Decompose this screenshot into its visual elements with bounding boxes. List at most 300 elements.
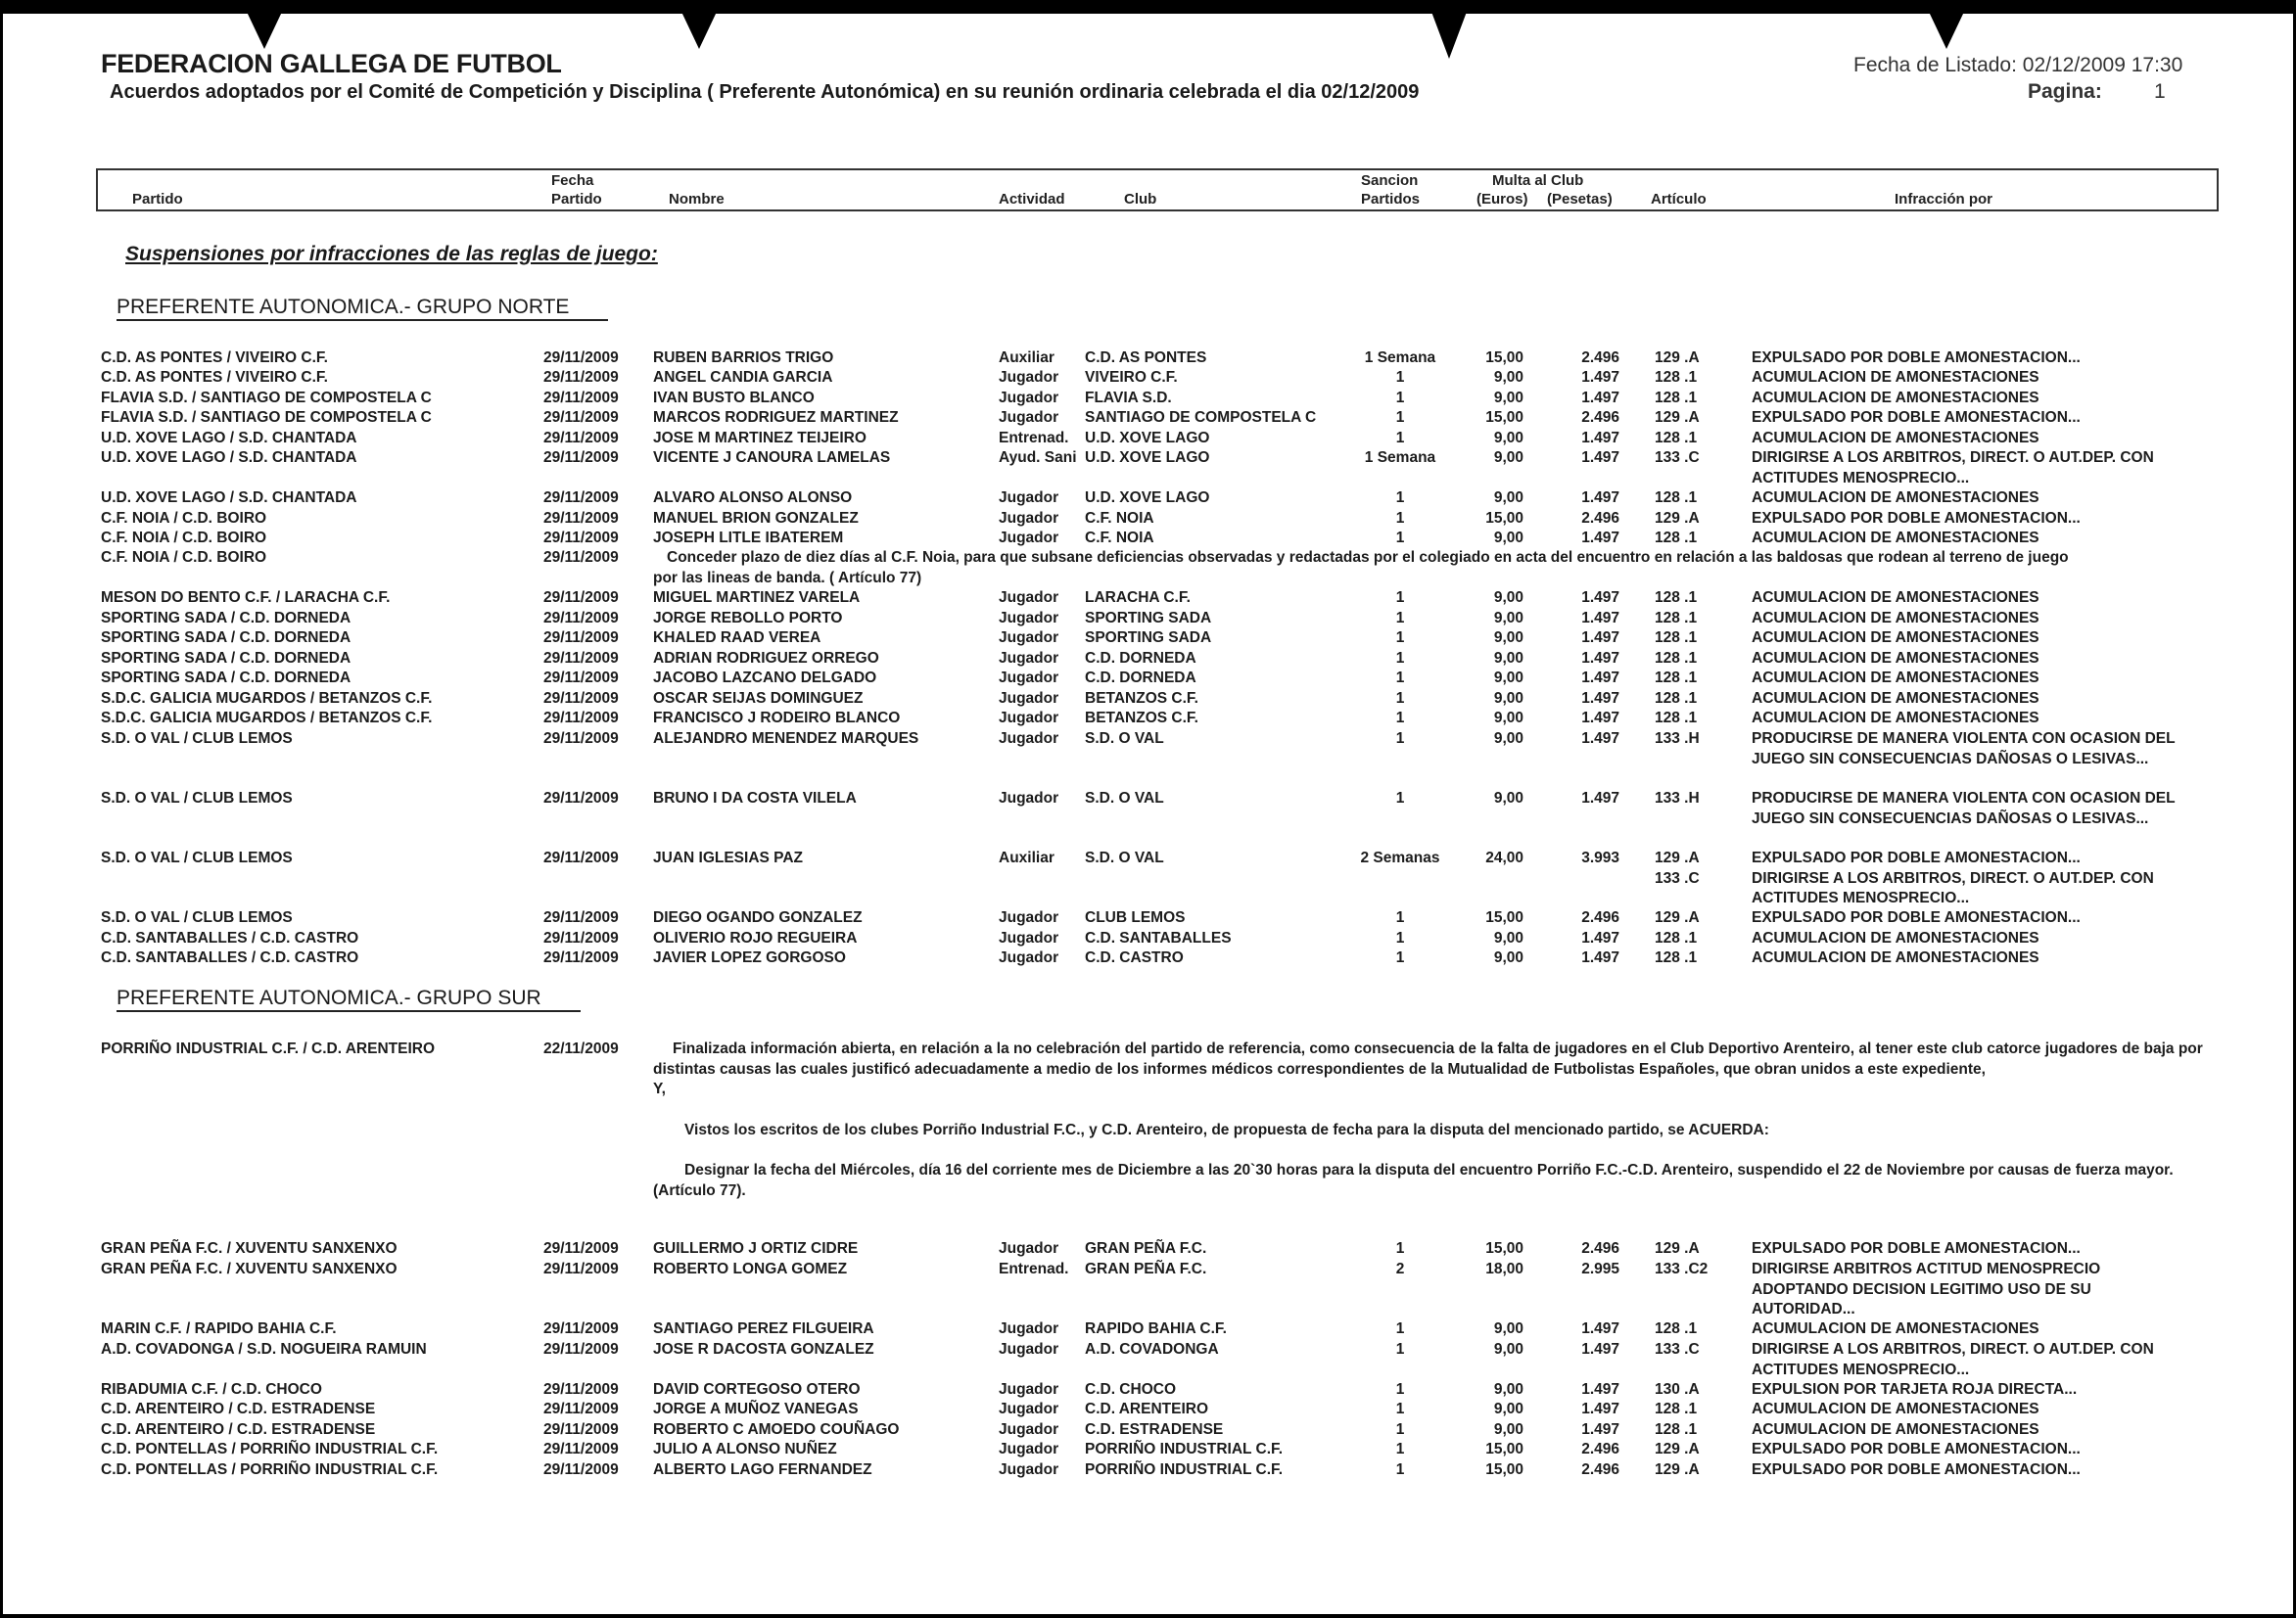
cell-sancion: 1 Semana [1364, 349, 1436, 366]
cell-infraccion: DIRIGIRSE A LOS ARBITROS, DIRECT. O AUT.DEP. CON [1752, 869, 2154, 887]
cell-infraccion: ACUMULACION DE AMONESTACIONES [1752, 589, 2039, 606]
cell-pesetas: 1.497 [1581, 530, 1619, 546]
cell-fecha: 29/11/2009 [543, 790, 619, 807]
cell-infraccion: ADOPTANDO DECISION LEGITIMO USO DE SU [1752, 1280, 2091, 1298]
page-label: Pagina: [2028, 80, 2102, 103]
col-euros: (Euros) [1476, 191, 1528, 208]
cell-infraccion: ACUMULACION DE AMONESTACIONES [1752, 629, 2039, 646]
table-row [0, 1260, 2296, 1318]
cell-articulo: 129 .A [1655, 349, 1700, 366]
note-sur-p1: Finalizada información abierta, en relación a la no celebración del partido de referencia, como consecuencia de la falta de jugadores en el Club Deportivo Arenteiro, al tener este club catorce jugadores de baja por distintas causas las cuales justificó adecuadamente a medio de los informes médicos correspondientes de la Mutualidad de Futbolistas Españoles, que obran unidos a este expediente, [653, 1040, 2203, 1078]
cell-partido: SPORTING SADA / C.D. DORNEDA [101, 629, 351, 646]
table-row [0, 669, 2296, 688]
cell-club: C.F. NOIA [1085, 510, 1154, 527]
cell-sancion: 1 [1395, 690, 1405, 707]
cell-infraccion: ACTITUDES MENOSPRECIO... [1752, 890, 1970, 906]
cell-partido: C.F. NOIA / C.D. BOIRO [101, 510, 267, 527]
cell-euros: 9,00 [1493, 629, 1523, 646]
table-row [0, 368, 2296, 388]
cell-actividad: Jugador [999, 610, 1059, 626]
cell-actividad: Jugador [999, 790, 1059, 807]
cell-euros: 9,00 [1493, 530, 1523, 546]
cell-fecha: 29/11/2009 [543, 650, 619, 667]
cell-nombre: JAVIER LOPEZ GORGOSO [653, 949, 846, 966]
cell-pesetas: 1.497 [1581, 1381, 1619, 1398]
cell-infraccion: ACTITUDES MENOSPRECIO... [1752, 469, 1970, 486]
cell-sancion: 1 [1395, 1421, 1405, 1438]
cell-sancion: 1 [1395, 909, 1405, 926]
col-partido: Partido [132, 191, 183, 208]
cell-club: U.D. XOVE LAGO [1085, 430, 1210, 446]
cell-sancion: 2 Semanas [1360, 850, 1440, 866]
cell-infraccion: ACUMULACION DE AMONESTACIONES [1752, 369, 2039, 386]
cell-sancion: 1 [1395, 730, 1405, 747]
cell-pesetas: 2.496 [1581, 1240, 1619, 1257]
col-pesetas: (Pesetas) [1547, 191, 1613, 208]
cell-euros: 9,00 [1493, 1401, 1523, 1417]
cell-sancion: 1 [1395, 1401, 1405, 1417]
cell-pesetas: 1.497 [1581, 610, 1619, 626]
cell-euros: 9,00 [1493, 790, 1523, 807]
note-partido: C.F. NOIA / C.D. BOIRO [101, 549, 267, 566]
cell-fecha: 29/11/2009 [543, 670, 619, 686]
cell-partido: MARIN C.F. / RAPIDO BAHIA C.F. [101, 1320, 337, 1337]
cell-pesetas: 1.497 [1581, 449, 1619, 466]
cell-actividad: Jugador [999, 1320, 1059, 1337]
scan-border-left [0, 0, 3, 1618]
cell-actividad: Jugador [999, 909, 1059, 926]
cell-articulo: 133 .H [1655, 790, 1700, 807]
cell-pesetas: 1.497 [1581, 629, 1619, 646]
cell-articulo: 128 .1 [1655, 1421, 1698, 1438]
cell-fecha: 29/11/2009 [543, 1261, 619, 1277]
page-number: 1 [2154, 80, 2166, 103]
cell-fecha: 29/11/2009 [543, 629, 619, 646]
cell-partido: C.D. AS PONTES / VIVEIRO C.F. [101, 369, 328, 386]
table-row [0, 849, 2296, 906]
cell-nombre: JORGE REBOLLO PORTO [653, 610, 843, 626]
cell-sancion: 1 [1395, 530, 1405, 546]
cell-partido: GRAN PEÑA F.C. / XUVENTU SANXENXO [101, 1240, 398, 1257]
cell-nombre: BRUNO I DA COSTA VILELA [653, 790, 857, 807]
cell-actividad: Jugador [999, 489, 1059, 506]
cell-infraccion: ACUMULACION DE AMONESTACIONES [1752, 1401, 2039, 1417]
table-row [0, 1380, 2296, 1400]
cell-partido: C.D. ARENTEIRO / C.D. ESTRADENSE [101, 1421, 376, 1438]
cell-club: FLAVIA S.D. [1085, 390, 1172, 406]
cell-actividad: Jugador [999, 730, 1059, 747]
cell-fecha: 29/11/2009 [543, 530, 619, 546]
cell-actividad: Jugador [999, 1421, 1059, 1438]
cell-nombre: JOSE M MARTINEZ TEIJEIRO [653, 430, 867, 446]
cell-partido: SPORTING SADA / C.D. DORNEDA [101, 650, 351, 667]
cell-fecha: 29/11/2009 [543, 850, 619, 866]
cell-fecha: 29/11/2009 [543, 909, 619, 926]
cell-pesetas: 2.496 [1581, 510, 1619, 527]
cell-euros: 9,00 [1493, 670, 1523, 686]
table-row [0, 509, 2296, 529]
cell-pesetas: 1.497 [1581, 710, 1619, 726]
cell-actividad: Jugador [999, 409, 1059, 426]
cell-pesetas: 1.497 [1581, 1401, 1619, 1417]
cell-nombre: SANTIAGO PEREZ FILGUEIRA [653, 1320, 874, 1337]
cell-actividad: Jugador [999, 530, 1059, 546]
cell-sancion: 1 [1395, 369, 1405, 386]
cell-euros: 9,00 [1493, 489, 1523, 506]
note-sur-p3: Vistos los escritos de los clubes Porriño Industrial F.C., y C.D. Arenteiro, de propuesta de fecha para la disputa del mencionado partido, se ACUERDA: [684, 1121, 1769, 1138]
cell-fecha: 29/11/2009 [543, 610, 619, 626]
cell-sancion: 1 [1395, 390, 1405, 406]
cell-sancion: 1 [1395, 949, 1405, 966]
cell-articulo: 128 .1 [1655, 930, 1698, 947]
cell-pesetas: 1.497 [1581, 650, 1619, 667]
cell-sancion: 1 [1395, 1320, 1405, 1337]
cell-euros: 9,00 [1493, 369, 1523, 386]
cell-club: C.D. AS PONTES [1085, 349, 1207, 366]
scan-notch [1431, 12, 1467, 59]
cell-club: PORRIÑO INDUSTRIAL C.F. [1085, 1461, 1284, 1478]
col-nombre: Nombre [669, 191, 725, 208]
cell-partido: FLAVIA S.D. / SANTIAGO DE COMPOSTELA C [101, 390, 432, 406]
cell-fecha: 29/11/2009 [543, 1401, 619, 1417]
cell-pesetas: 1.497 [1581, 390, 1619, 406]
cell-euros: 9,00 [1493, 1421, 1523, 1438]
cell-sancion: 1 [1395, 790, 1405, 807]
col-infraccion: Infracción por [1895, 191, 1993, 208]
col-multa-top: Multa al Club [1492, 172, 1584, 189]
table-row [0, 429, 2296, 448]
cell-fecha: 29/11/2009 [543, 710, 619, 726]
cell-actividad: Jugador [999, 650, 1059, 667]
cell-euros: 18,00 [1485, 1261, 1523, 1277]
cell-infraccion: ACUMULACION DE AMONESTACIONES [1752, 1421, 2039, 1438]
cell-partido: S.D. O VAL / CLUB LEMOS [101, 790, 293, 807]
cell-articulo: 133 .H [1655, 730, 1700, 747]
cell-partido: C.D. AS PONTES / VIVEIRO C.F. [101, 349, 328, 366]
cell-club: C.D. ARENTEIRO [1085, 1401, 1209, 1417]
cell-actividad: Jugador [999, 710, 1059, 726]
cell-pesetas: 1.497 [1581, 949, 1619, 966]
listing-date: Fecha de Listado: 02/12/2009 17:30 [1853, 54, 2183, 76]
cell-articulo: 128 .1 [1655, 949, 1698, 966]
table-row [0, 488, 2296, 508]
cell-articulo: 133 .C [1655, 1341, 1700, 1358]
cell-sancion: 1 [1395, 1461, 1405, 1478]
cell-fecha: 29/11/2009 [543, 1461, 619, 1478]
cell-infraccion: AUTORIDAD... [1752, 1301, 1855, 1318]
cell-actividad: Jugador [999, 390, 1059, 406]
cell-infraccion: ACUMULACION DE AMONESTACIONES [1752, 710, 2039, 726]
scan-border-bottom [0, 1614, 2296, 1618]
cell-fecha: 29/11/2009 [543, 1441, 619, 1457]
cell-nombre: ROBERTO LONGA GOMEZ [653, 1261, 848, 1277]
note-noia-line2: por las lineas de banda. ( Artículo 77) [653, 569, 922, 586]
cell-euros: 9,00 [1493, 730, 1523, 747]
cell-sancion: 1 [1395, 610, 1405, 626]
cell-articulo: 129 .A [1655, 409, 1700, 426]
table-row [0, 408, 2296, 428]
cell-infraccion: ACTITUDES MENOSPRECIO... [1752, 1361, 1970, 1378]
cell-euros: 15,00 [1485, 1461, 1523, 1478]
cell-pesetas: 1.497 [1581, 589, 1619, 606]
note-noia-meta [0, 548, 2296, 568]
cell-club: S.D. O VAL [1085, 850, 1164, 866]
cell-articulo: 133 .C2 [1655, 1261, 1709, 1277]
cell-infraccion: PRODUCIRSE DE MANERA VIOLENTA CON OCASION DEL [1752, 730, 2176, 747]
cell-euros: 9,00 [1493, 690, 1523, 707]
note-noia-line1: Conceder plazo de diez días al C.F. Noia, para que subsane deficiencias observadas y redactadas por el colegiado en acta del encuentro en relación a las baldosas que rodean al terreno de juego [667, 549, 2069, 566]
cell-club: U.D. XOVE LAGO [1085, 449, 1210, 466]
cell-club: C.D. SANTABALLES [1085, 930, 1232, 947]
cell-partido: S.D. O VAL / CLUB LEMOS [101, 850, 293, 866]
cell-nombre: VICENTE J CANOURA LAMELAS [653, 449, 891, 466]
cell-pesetas: 1.497 [1581, 730, 1619, 747]
cell-club: LARACHA C.F. [1085, 589, 1191, 606]
cell-club: SANTIAGO DE COMPOSTELA C [1085, 409, 1317, 426]
cell-actividad: Jugador [999, 629, 1059, 646]
cell-club: SPORTING SADA [1085, 610, 1212, 626]
cell-pesetas: 1.497 [1581, 1320, 1619, 1337]
cell-infraccion: ACUMULACION DE AMONESTACIONES [1752, 530, 2039, 546]
cell-fecha: 29/11/2009 [543, 510, 619, 527]
table-row [0, 1460, 2296, 1480]
cell-club: SPORTING SADA [1085, 629, 1212, 646]
cell-articulo: 129 .A [1655, 510, 1700, 527]
cell-club: PORRIÑO INDUSTRIAL C.F. [1085, 1441, 1284, 1457]
cell-infraccion: JUEGO SIN CONSECUENCIAS DAÑOSAS O LESIVAS... [1752, 750, 2149, 767]
cell-pesetas: 1.497 [1581, 670, 1619, 686]
cell-nombre: JORGE A MUÑOZ VANEGAS [653, 1401, 859, 1417]
cell-sancion: 1 [1395, 1381, 1405, 1398]
cell-nombre: GUILLERMO J ORTIZ CIDRE [653, 1240, 859, 1257]
table-row [0, 1420, 2296, 1440]
cell-partido: C.D. PONTELLAS / PORRIÑO INDUSTRIAL C.F. [101, 1461, 439, 1478]
cell-partido: C.D. PONTELLAS / PORRIÑO INDUSTRIAL C.F. [101, 1441, 439, 1457]
cell-sancion: 1 [1395, 930, 1405, 947]
cell-pesetas: 2.496 [1581, 349, 1619, 366]
cell-fecha: 29/11/2009 [543, 430, 619, 446]
cell-sancion: 1 [1395, 670, 1405, 686]
cell-sancion: 1 [1395, 510, 1405, 527]
cell-partido: S.D. O VAL / CLUB LEMOS [101, 909, 293, 926]
cell-actividad: Jugador [999, 1401, 1059, 1417]
table-row [0, 389, 2296, 408]
cell-articulo: 129 .A [1655, 1441, 1700, 1457]
cell-sancion: 1 [1395, 409, 1405, 426]
cell-club: BETANZOS C.F. [1085, 710, 1198, 726]
cell-actividad: Jugador [999, 1240, 1059, 1257]
table-row [0, 908, 2296, 928]
cell-club: RAPIDO BAHIA C.F. [1085, 1320, 1227, 1337]
cell-club: GRAN PEÑA F.C. [1085, 1261, 1207, 1277]
cell-nombre: MANUEL BRION GONZALEZ [653, 510, 859, 527]
cell-sancion: 1 [1395, 489, 1405, 506]
col-fecha-bottom: Partido [551, 191, 602, 208]
cell-fecha: 29/11/2009 [543, 1320, 619, 1337]
table-row [0, 1340, 2296, 1378]
cell-nombre: ANGEL CANDIA GARCIA [653, 369, 833, 386]
cell-partido: U.D. XOVE LAGO / S.D. CHANTADA [101, 489, 357, 506]
cell-articulo: 128 .1 [1655, 589, 1698, 606]
cell-pesetas: 2.496 [1581, 1461, 1619, 1478]
cell-fecha: 29/11/2009 [543, 730, 619, 747]
cell-articulo: 128 .1 [1655, 390, 1698, 406]
cell-club: C.D. DORNEDA [1085, 650, 1196, 667]
cell-infraccion: ACUMULACION DE AMONESTACIONES [1752, 949, 2039, 966]
cell-fecha: 29/11/2009 [543, 409, 619, 426]
cell-partido: GRAN PEÑA F.C. / XUVENTU SANXENXO [101, 1261, 398, 1277]
note-sur-p2: Y, [653, 1081, 666, 1097]
col-articulo: Artículo [1651, 191, 1707, 208]
cell-actividad: Jugador [999, 589, 1059, 606]
cell-euros: 9,00 [1493, 650, 1523, 667]
cell-infraccion: EXPULSADO POR DOBLE AMONESTACION... [1752, 850, 2081, 866]
cell-pesetas: 3.993 [1581, 850, 1619, 866]
cell-pesetas: 1.497 [1581, 489, 1619, 506]
cell-pesetas: 2.496 [1581, 409, 1619, 426]
cell-club: S.D. O VAL [1085, 730, 1164, 747]
cell-nombre: MARCOS RODRIGUEZ MARTINEZ [653, 409, 899, 426]
cell-nombre: JOSE R DACOSTA GONZALEZ [653, 1341, 874, 1358]
cell-euros: 9,00 [1493, 930, 1523, 947]
cell-infraccion: ACUMULACION DE AMONESTACIONES [1752, 650, 2039, 667]
cell-sancion: 1 [1395, 1240, 1405, 1257]
cell-articulo: 128 .1 [1655, 650, 1698, 667]
cell-club: S.D. O VAL [1085, 790, 1164, 807]
cell-euros: 9,00 [1493, 949, 1523, 966]
cell-club: C.D. ESTRADENSE [1085, 1421, 1224, 1438]
cell-partido: C.D. SANTABALLES / C.D. CASTRO [101, 949, 359, 966]
cell-euros: 24,00 [1485, 850, 1523, 866]
cell-fecha: 29/11/2009 [543, 1240, 619, 1257]
cell-sancion: 1 [1395, 710, 1405, 726]
cell-euros: 9,00 [1493, 390, 1523, 406]
cell-nombre: ALBERTO LAGO FERNANDEZ [653, 1461, 872, 1478]
cell-infraccion: DIRIGIRSE A LOS ARBITROS, DIRECT. O AUT.DEP. CON [1752, 449, 2154, 466]
cell-nombre: OLIVERIO ROJO REGUEIRA [653, 930, 858, 947]
cell-pesetas: 1.497 [1581, 690, 1619, 707]
cell-fecha: 29/11/2009 [543, 449, 619, 466]
table-row [0, 348, 2296, 368]
table-row [0, 729, 2296, 767]
group-title-norte: PREFERENTE AUTONOMICA.- GRUPO NORTE [117, 296, 608, 321]
cell-actividad: Jugador [999, 670, 1059, 686]
cell-nombre: JULIO A ALONSO NUÑEZ [653, 1441, 837, 1457]
cell-nombre: RUBEN BARRIOS TRIGO [653, 349, 834, 366]
group-title-sur: PREFERENTE AUTONOMICA.- GRUPO SUR [117, 987, 581, 1012]
cell-club: C.D. CHOCO [1085, 1381, 1176, 1398]
cell-partido: MESON DO BENTO C.F. / LARACHA C.F. [101, 589, 391, 606]
cell-euros: 9,00 [1493, 1381, 1523, 1398]
cell-nombre: ADRIAN RODRIGUEZ ORREGO [653, 650, 879, 667]
cell-infraccion: EXPULSADO POR DOBLE AMONESTACION... [1752, 349, 2081, 366]
cell-partido: C.F. NOIA / C.D. BOIRO [101, 530, 267, 546]
table-row [0, 1440, 2296, 1459]
cell-euros: 15,00 [1485, 510, 1523, 527]
cell-infraccion: ACUMULACION DE AMONESTACIONES [1752, 930, 2039, 947]
cell-sancion: 1 [1395, 430, 1405, 446]
cell-fecha: 29/11/2009 [543, 1421, 619, 1438]
cell-partido: S.D.C. GALICIA MUGARDOS / BETANZOS C.F. [101, 710, 433, 726]
col-actividad: Actividad [999, 191, 1065, 208]
cell-partido: FLAVIA S.D. / SANTIAGO DE COMPOSTELA C [101, 409, 432, 426]
cell-articulo: 128 .1 [1655, 690, 1698, 707]
cell-fecha: 29/11/2009 [543, 930, 619, 947]
col-club: Club [1124, 191, 1157, 208]
cell-club: GRAN PEÑA F.C. [1085, 1240, 1207, 1257]
cell-infraccion: ACUMULACION DE AMONESTACIONES [1752, 670, 2039, 686]
cell-infraccion: DIRIGIRSE A LOS ARBITROS, DIRECT. O AUT.DEP. CON [1752, 1341, 2154, 1358]
cell-infraccion: EXPULSION POR TARJETA ROJA DIRECTA... [1752, 1381, 2078, 1398]
cell-actividad: Auxiliar [999, 349, 1054, 366]
note-fecha: 29/11/2009 [543, 549, 619, 566]
cell-actividad: Jugador [999, 949, 1059, 966]
cell-euros: 9,00 [1493, 589, 1523, 606]
note-sur-p4: Designar la fecha del Miércoles, día 16 del corriente mes de Diciembre a las 20`30 horas para la disputa del encuentro Porriño F.C.-C.D. Arenteiro, suspendido el 22 de Noviembre por causas de fuerza mayor. (Artículo 77). [653, 1162, 2174, 1199]
cell-infraccion: EXPULSADO POR DOBLE AMONESTACION... [1752, 510, 2081, 527]
cell-partido: SPORTING SADA / C.D. DORNEDA [101, 610, 351, 626]
cell-sancion: 1 [1395, 629, 1405, 646]
cell-actividad: Entrenad. [999, 1261, 1069, 1277]
cell-pesetas: 1.497 [1581, 1341, 1619, 1358]
cell-club: A.D. COVADONGA [1085, 1341, 1219, 1358]
table-row [0, 709, 2296, 728]
cell-fecha: 29/11/2009 [543, 1341, 619, 1358]
cell-partido: C.D. SANTABALLES / C.D. CASTRO [101, 930, 359, 947]
cell-articulo-2: 133 .C [1655, 869, 1700, 887]
cell-nombre: DAVID CORTEGOSO OTERO [653, 1381, 861, 1398]
cell-infraccion: EXPULSADO POR DOBLE AMONESTACION... [1752, 1441, 2081, 1457]
cell-fecha: 29/11/2009 [543, 349, 619, 366]
cell-pesetas: 1.497 [1581, 930, 1619, 947]
cell-club: C.D. DORNEDA [1085, 670, 1196, 686]
cell-infraccion: ACUMULACION DE AMONESTACIONES [1752, 1320, 2039, 1337]
cell-pesetas: 1.497 [1581, 790, 1619, 807]
cell-articulo: 128 .1 [1655, 369, 1698, 386]
cell-sancion: 1 Semana [1364, 449, 1436, 466]
cell-actividad: Jugador [999, 369, 1059, 386]
cell-club: U.D. XOVE LAGO [1085, 489, 1210, 506]
cell-club: C.F. NOIA [1085, 530, 1154, 546]
table-row [0, 628, 2296, 648]
cell-partido: RIBADUMIA C.F. / C.D. CHOCO [101, 1381, 322, 1398]
col-fecha-top: Fecha [551, 172, 594, 189]
cell-infraccion: ACUMULACION DE AMONESTACIONES [1752, 610, 2039, 626]
cell-articulo: 128 .1 [1655, 610, 1698, 626]
cell-nombre: KHALED RAAD VEREA [653, 629, 821, 646]
cell-actividad: Jugador [999, 1441, 1059, 1457]
cell-articulo: 129 .A [1655, 850, 1700, 866]
cell-pesetas: 1.497 [1581, 1421, 1619, 1438]
cell-articulo: 129 .A [1655, 1240, 1700, 1257]
cell-articulo: 128 .1 [1655, 489, 1698, 506]
section-title: Suspensiones por infracciones de las reglas de juego: [125, 243, 658, 265]
cell-fecha: 29/11/2009 [543, 949, 619, 966]
cell-club: VIVEIRO C.F. [1085, 369, 1178, 386]
cell-euros: 9,00 [1493, 1341, 1523, 1358]
cell-infraccion: ACUMULACION DE AMONESTACIONES [1752, 489, 2039, 506]
cell-infraccion: ACUMULACION DE AMONESTACIONES [1752, 430, 2039, 446]
cell-infraccion: EXPULSADO POR DOBLE AMONESTACION... [1752, 1461, 2081, 1478]
cell-sancion: 2 [1395, 1261, 1405, 1277]
cell-fecha: 29/11/2009 [543, 690, 619, 707]
document-title: FEDERACION GALLEGA DE FUTBOL [101, 49, 562, 78]
cell-articulo: 130 .A [1655, 1381, 1700, 1398]
table-row [0, 588, 2296, 608]
cell-nombre: JOSEPH LITLE IBATEREM [653, 530, 844, 546]
cell-infraccion: EXPULSADO POR DOBLE AMONESTACION... [1752, 909, 2081, 926]
cell-nombre: OSCAR SEIJAS DOMINGUEZ [653, 690, 864, 707]
